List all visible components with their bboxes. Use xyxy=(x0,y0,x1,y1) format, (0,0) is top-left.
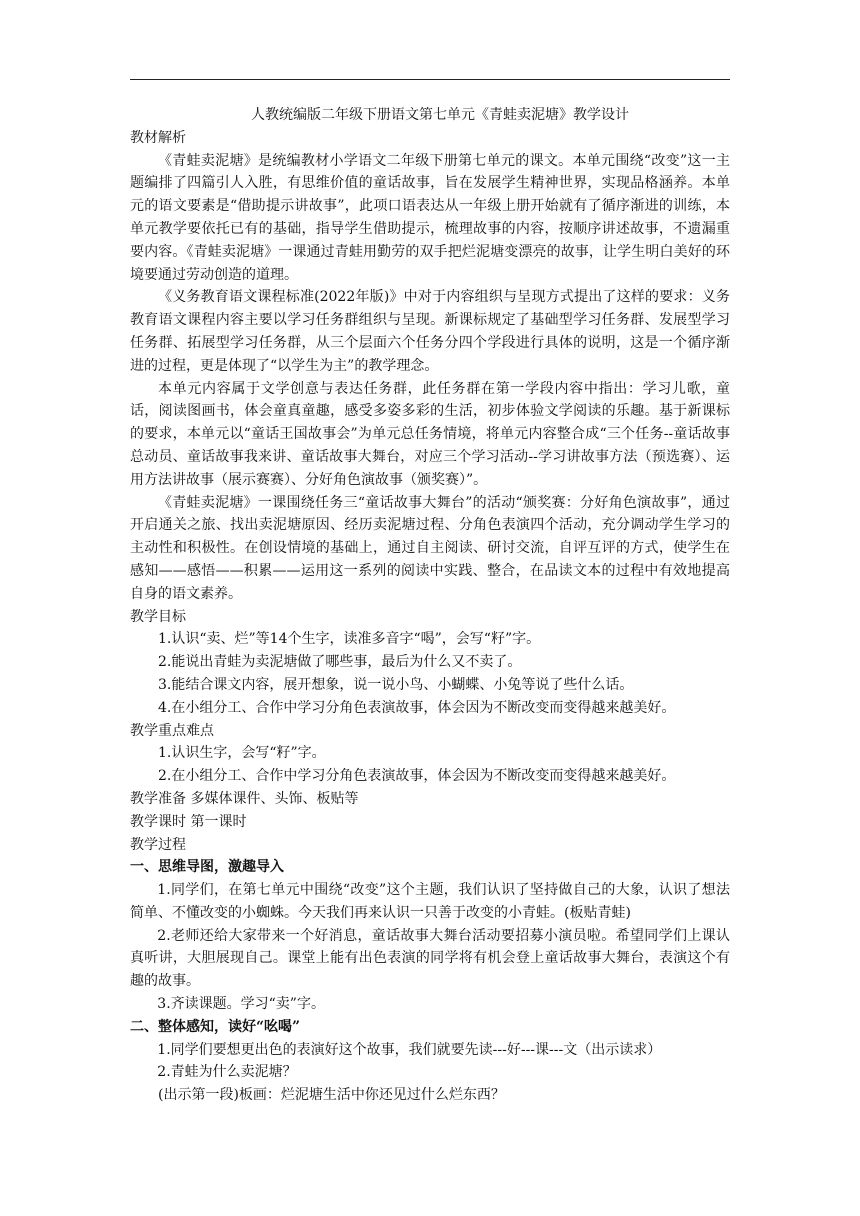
process-item: (出示第一段)板画：烂泥塘生活中你还见过什么烂东西？ xyxy=(158,1087,505,1104)
process-item: 1.同学们要想更出色的表演好这个故事，我们就要先读---好---课---文（出示读求） xyxy=(157,1041,662,1058)
process-item: 2.青蛙为什么卖泥塘？ xyxy=(157,1064,297,1081)
teaching-prep: 教学准备 多媒体课件、头饰、板贴等 xyxy=(130,790,359,807)
key-point-item: 2.在小组分工、合作中学习分角色表演故事，体会因为不断改变而变得越来越美好。 xyxy=(158,768,676,785)
analysis-paragraph: 《青蛙卖泥塘》是统编教材小学语文二年级下册第七单元的课文。本单元围绕“改变”这一主题编排了四篇引人入胜，有思维价值的童话故事，旨在发展学生精神世界，实现品格涵养。本单元的语文要素是“借助提示讲故事”，此项口语表达从一年级上册开始就有了循序渐进的训练，本单元教学要依托已有的基础，指导学生借助提示，梳理故事的内容，按顺序讲述故事，不遗漏重要内容。《青蛙卖泥塘》一课通过青蛙用勤劳的双手把烂泥塘变漂亮的故事，让学生明白美好的环境要通过劳动创造的道理。 xyxy=(130,152,730,283)
section-heading-process: 教学过程 xyxy=(130,836,186,853)
document-body xyxy=(130,104,730,1107)
part-heading-2: 二、整体感知，读好“吆喝” xyxy=(130,1018,301,1035)
teaching-period: 教学课时 第一课时 xyxy=(130,813,247,830)
goal-item: 2.能说出青蛙为卖泥塘做了哪些事，最后为什么又不卖了。 xyxy=(158,654,522,671)
part-heading-1: 一、思维导图，激趣导入 xyxy=(130,859,284,876)
document-title: 人教统编版二年级下册语文第七单元《青蛙卖泥塘》教学设计 xyxy=(251,107,629,123)
analysis-paragraph: 《青蛙卖泥塘》一课围绕任务三“童话故事大舞台”的活动“颁奖赛：分好角色演故事”，通过开启通关之旅、找出卖泥塘原因、经历卖泥塘过程、分角色表演四个活动，充分调动学生学习的主动性和积极性。在创设情境的基础上，通过自主阅读、研讨交流，自评互评的方式，使学生在感知——感悟——积累——运用这一系列的阅读中实践、整合，在品读文本的过程中有效地提高自身的语文素养。 xyxy=(130,494,730,602)
goal-item: 3.能结合课文内容，展开想象，说一说小鸟、小蝴蝶、小兔等说了些什么话。 xyxy=(158,676,634,693)
goal-item: 1.认识“卖、烂”等14个生字，读准多音字“喝”，会写“籽”字。 xyxy=(158,631,541,648)
key-point-item: 1.认识生字，会写“籽”字。 xyxy=(158,745,326,762)
section-heading-key: 教学重点难点 xyxy=(130,722,214,739)
section-heading-goals: 教学目标 xyxy=(130,608,186,625)
goal-item: 4.在小组分工、合作中学习分角色表演故事，体会因为不断改变而变得越来越美好。 xyxy=(158,699,676,716)
section-heading-analysis: 教材解析 xyxy=(130,129,186,146)
header-rule xyxy=(130,79,730,80)
process-item: 2.老师还给大家带来一个好消息，童话故事大舞台活动要招募小演员啦。希望同学们上课认真听讲，大胆展现自己。课堂上能有出色表演的同学将有机会登上童话故事大舞台，表演这个有趣的故事。 xyxy=(130,927,730,990)
analysis-paragraph: 《义务教育语文课程标准(2022年版)》中对于内容组织与呈现方式提出了这样的要求：义务教育语文课程内容主要以学习任务群组织与呈现。新课标规定了基础型学习任务群、发展型学习任务群、拓展型学习任务群，从三个层面六个任务分四个学段进行具体的说明，这是一个循序渐进的过程，更是体现了“以学生为主”的教学理念。 xyxy=(130,289,730,374)
process-item: 3.齐读课题。学习“卖”字。 xyxy=(157,996,325,1013)
analysis-paragraph: 本单元内容属于文学创意与表达任务群，此任务群在第一学段内容中指出：学习儿歌，童话，阅读图画书，体会童真童趣，感受多姿多彩的生活，初步体验文学阅读的乐趣。基于新课标的要求，本单元以“童话王国故事会”为单元总任务情境，将单元内容整合成“三个任务--童话故事总动员、童话故事我来讲、童话故事大舞台，对应三个学习活动--学习讲故事方法（预选赛）、运用方法讲故事（展示赛赛）、分好角色演故事（颁奖赛）”。 xyxy=(130,380,730,488)
process-item: 1.同学们，在第七单元中围绕“改变”这个主题，我们认识了坚持做自己的大象，认识了想法简单、不懂改变的小蜘蛛。今天我们再来认识一只善于改变的小青蛙。(板贴青蛙) xyxy=(130,882,730,921)
